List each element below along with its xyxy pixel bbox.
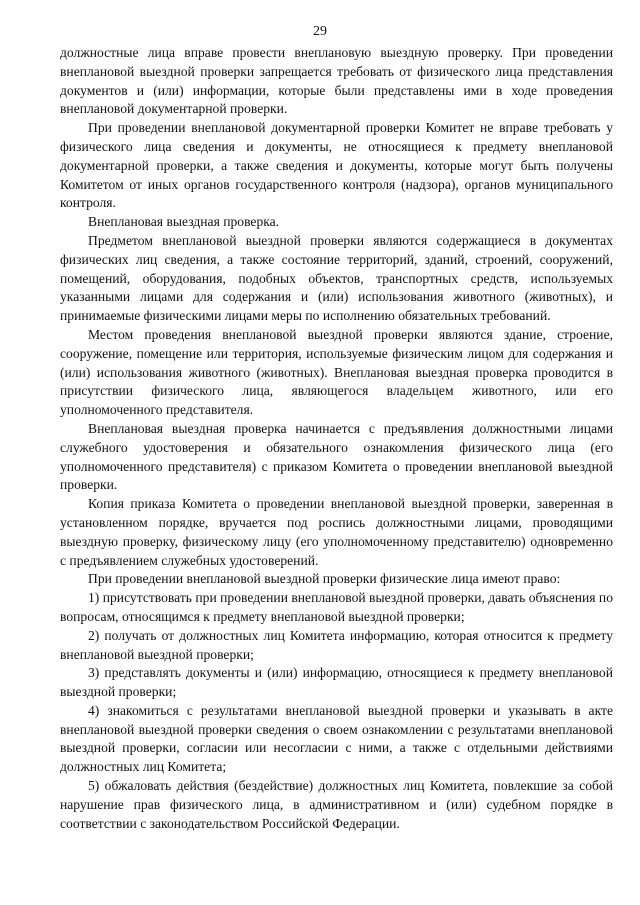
document-body <box>60 44 613 833</box>
paragraph-inspection-place: Местом проведения внеплановой выездной проверки являются здание, строение, сооружение, помещение или территория, используемые физическим лицом для содержания и (или) использования животного (животных). Внеплановая выездная проверка проводится в присутствии физического лица, являющегося владельцем животного, или его уполномоченного представителя. <box>60 326 613 418</box>
paragraph-continuation: должностные лица вправе провести внеплановую выездную проверку. При проведении внеплановой выездной проверки запрещается требовать от физического лица представления документов и (или) информации, которые были представлены ими в ходе проведения внеплановой документарной проверки. <box>60 45 613 117</box>
section-heading-onsite-inspection: Внеплановая выездная проверка. <box>88 214 280 230</box>
paragraph-documentary-check-restrictions: При проведении внеплановой документарной проверки Комитет не вправе требовать у физического лица сведения и документы, не относящиеся к предмету внеплановой документарной проверки, а также сведения и документы, которые могут быть получены Комитетом от иных органов государственного контроля (надзора), органов муниципального контроля. <box>60 120 613 211</box>
page-number: 29 <box>313 24 327 39</box>
rights-item-5: 5) обжаловать действия (бездействие) должностных лиц Комитета, повлекшие за собой нарушение прав физического лица, в административном и (или) судебном порядке в соответствии с законодательством Российской Федерации. <box>60 778 613 831</box>
paragraph-order-copy: Копия приказа Комитета о проведении внеплановой выездной проверки, заверенная в установленном порядке, вручается под роспись должностными лицами, проводящими выездную проверку, физическому лицу (его уполномоченному представителю) одновременно с предъявлением служебных удостоверений. <box>60 496 613 568</box>
rights-item-4: 4) знакомиться с результатами внеплановой выездной проверки и указывать в акте внеплановой выездной проверки сведения о своем ознакомлении с результатами внеплановой выездной проверки, согласии или несогласии с ними, а также с отдельными действиями должностных лиц Комитета; <box>60 702 613 775</box>
rights-item-2: 2) получать от должностных лиц Комитета информацию, которая относится к предмету внеплановой выездной проверки; <box>60 627 613 662</box>
paragraph-rights-intro: При проведении внеплановой выездной проверки физические лица имеют право: <box>88 571 561 587</box>
paragraph-inspection-subject: Предметом внеплановой выездной проверки являются содержащиеся в документах физических лиц сведения, а также состояние территорий, зданий, строений, сооружений, помещений, оборудования, подобных объектов, транспортных средств, используемых указанными лицами для содержания и (или) использования животного (животных), и принимаемые физическими лицами меры по исполнению обязательных требований. <box>60 232 613 324</box>
paragraph-inspection-start: Внеплановая выездная проверка начинается с предъявления должностными лицами служебного удостоверения и обязательного ознакомления физического лица (его уполномоченного представителя) с приказом Комитета о проведении внеплановой выездной проверки. <box>60 420 613 493</box>
rights-item-1: 1) присутствовать при проведении внеплановой выездной проверки, давать объяснения по вопросам, относящимся к предмету внеплановой выездной проверки; <box>60 590 613 624</box>
rights-item-3: 3) представлять документы и (или) информацию, относящиеся к предмету внеплановой выездной проверки; <box>60 665 613 700</box>
